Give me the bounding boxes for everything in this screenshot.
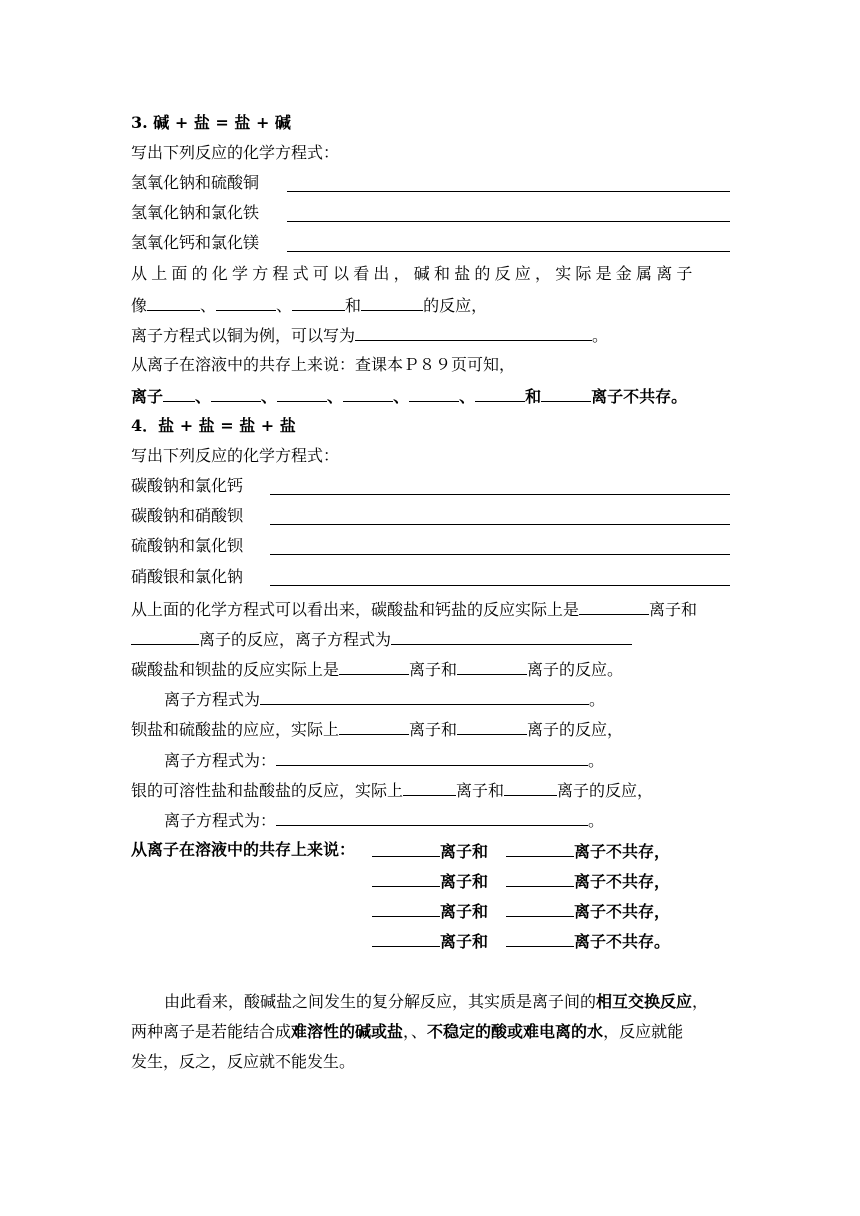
blank[interactable] bbox=[343, 383, 393, 402]
blank[interactable] bbox=[506, 928, 574, 947]
text: 银的可溶性盐和盐酸盐的反应，实际上 bbox=[131, 781, 404, 800]
text: 碳酸盐和钡盐的反应实际上是 bbox=[131, 660, 340, 679]
blank[interactable] bbox=[147, 292, 200, 311]
text: 、 bbox=[276, 296, 293, 315]
blank[interactable] bbox=[163, 383, 195, 402]
analysis-row bbox=[131, 716, 623, 740]
text: 离子方程式为： bbox=[164, 811, 277, 830]
text: 离子方程式为 bbox=[164, 690, 261, 709]
answer-line[interactable] bbox=[270, 553, 730, 555]
text: 离子的反应， bbox=[527, 720, 624, 739]
blank[interactable] bbox=[276, 807, 588, 826]
blank[interactable] bbox=[277, 383, 327, 402]
sep: 、 bbox=[327, 387, 344, 406]
text: 离子不共存， bbox=[574, 902, 671, 921]
blank[interactable] bbox=[260, 686, 589, 705]
ionic-row bbox=[164, 747, 604, 771]
text: 离子方程式为： bbox=[164, 751, 277, 770]
text: 离子和 bbox=[649, 600, 698, 619]
text: 由此看来，酸碱盐之间发生的复分解反应，其实质是离子间的 bbox=[164, 992, 597, 1011]
blank[interactable] bbox=[403, 777, 456, 796]
ionic-row bbox=[164, 686, 605, 710]
analysis-text: 从上面的化学方程式可以看出，碱和盐的反应，实际是金属离子 bbox=[131, 264, 697, 283]
text: 、 bbox=[200, 296, 217, 315]
text: 两种离子是若能结合成 bbox=[131, 1022, 292, 1041]
blank[interactable] bbox=[361, 292, 423, 311]
reaction-label: 硫酸钠和氯化钡 bbox=[131, 536, 244, 555]
text: 从上面的化学方程式可以看出来，碳酸盐和钙盐的反应实际上是 bbox=[131, 600, 580, 619]
text: 的反应， bbox=[423, 296, 488, 315]
blank[interactable] bbox=[457, 656, 527, 675]
text: 离子方程式以铜为例，可以写为 bbox=[131, 326, 356, 345]
text: 离子和 bbox=[440, 842, 489, 861]
blank[interactable] bbox=[506, 898, 574, 917]
text: 。 bbox=[589, 690, 606, 709]
reaction-label: 氢氧化钠和硫酸铜 bbox=[131, 173, 260, 192]
sep: 、 bbox=[459, 387, 476, 406]
blank[interactable] bbox=[457, 716, 527, 735]
reaction-label: 硝酸银和氯化钠 bbox=[131, 567, 244, 586]
blank[interactable] bbox=[372, 898, 440, 917]
text: 离子和 bbox=[409, 720, 458, 739]
section-3-prompt: 写出下列反应的化学方程式： bbox=[131, 143, 340, 162]
blank[interactable] bbox=[355, 322, 592, 341]
blank[interactable] bbox=[475, 383, 525, 402]
analysis-row bbox=[131, 656, 623, 680]
text: 离子和 bbox=[409, 660, 458, 679]
analysis-row bbox=[131, 626, 632, 650]
text: 离子的反应，离子方程式为 bbox=[199, 630, 392, 649]
text: ，、 bbox=[403, 1022, 428, 1041]
text: ，反应就能 bbox=[603, 1022, 684, 1041]
coexist-row bbox=[372, 838, 670, 862]
sep: 、 bbox=[393, 387, 410, 406]
answer-line[interactable] bbox=[270, 523, 730, 525]
reaction-label: 碳酸钠和硝酸钡 bbox=[131, 506, 244, 525]
ions-row bbox=[131, 383, 687, 407]
answer-line[interactable] bbox=[287, 220, 730, 222]
text: 离子不共存， bbox=[574, 842, 671, 861]
emphasis: 难溶性的碱或盐 bbox=[291, 1022, 404, 1041]
emphasis: 不稳定的酸或难电离的水 bbox=[427, 1022, 604, 1041]
section-4-heading: 4．盐 + 盐 = 盐 + 盐 bbox=[131, 416, 296, 435]
text: 和 bbox=[525, 387, 542, 406]
blank[interactable] bbox=[391, 626, 632, 645]
coexist-row bbox=[372, 928, 670, 952]
coexist-row bbox=[372, 868, 670, 892]
analysis-row bbox=[131, 596, 697, 620]
blank[interactable] bbox=[339, 656, 409, 675]
section-4-prompt: 写出下列反应的化学方程式： bbox=[131, 446, 340, 465]
blank[interactable] bbox=[506, 868, 574, 887]
answer-line[interactable] bbox=[270, 584, 730, 586]
blank[interactable] bbox=[276, 747, 588, 766]
text: 离子和 bbox=[440, 932, 489, 951]
reaction-label: 氢氧化钠和氯化铁 bbox=[131, 203, 260, 222]
ionic-equation-row bbox=[131, 322, 608, 346]
answer-line[interactable] bbox=[287, 250, 730, 252]
answer-line[interactable] bbox=[270, 493, 730, 495]
blank[interactable] bbox=[372, 868, 440, 887]
text: 离子不共存。 bbox=[591, 387, 688, 406]
analysis-blanks bbox=[131, 292, 487, 316]
analysis-row bbox=[131, 777, 653, 801]
coexist-lead: 从离子在溶液中的共存上来说： bbox=[131, 840, 356, 859]
blank[interactable] bbox=[541, 383, 591, 402]
text: 。 bbox=[588, 751, 605, 770]
text: 离子和 bbox=[440, 902, 489, 921]
text: 像 bbox=[131, 296, 148, 315]
blank[interactable] bbox=[216, 292, 276, 311]
text: 离子和 bbox=[440, 872, 489, 891]
blank[interactable] bbox=[506, 838, 574, 857]
text: 。 bbox=[588, 811, 605, 830]
blank[interactable] bbox=[409, 383, 459, 402]
conclusion-line-2 bbox=[131, 1020, 683, 1044]
text: ， bbox=[692, 992, 709, 1011]
blank[interactable] bbox=[131, 626, 199, 645]
blank[interactable] bbox=[579, 596, 649, 615]
reaction-label: 氢氧化钙和氯化镁 bbox=[131, 233, 260, 252]
blank[interactable] bbox=[339, 716, 409, 735]
ionic-row bbox=[164, 807, 604, 831]
text: 离子不共存。 bbox=[574, 932, 671, 951]
text: 离子 bbox=[131, 387, 164, 406]
text: 。 bbox=[592, 326, 609, 345]
blank[interactable] bbox=[504, 777, 557, 796]
blank[interactable] bbox=[372, 838, 440, 857]
coexist-row bbox=[372, 898, 670, 922]
blank[interactable] bbox=[292, 292, 345, 311]
conclusion-line-1 bbox=[164, 990, 708, 1014]
conclusion-line-3: 发生，反之，反应就不能发生。 bbox=[131, 1052, 356, 1071]
blank[interactable] bbox=[211, 383, 261, 402]
emphasis: 相互交换反应 bbox=[596, 992, 693, 1011]
sep: 、 bbox=[261, 387, 278, 406]
text: 和 bbox=[345, 296, 362, 315]
text: 离子和 bbox=[456, 781, 505, 800]
answer-line[interactable] bbox=[287, 190, 730, 192]
coexist-text: 从离子在溶液中的共存上来说：查课本Ｐ８９页可知， bbox=[131, 355, 516, 374]
blank[interactable] bbox=[372, 928, 440, 947]
section-3-heading: 3. 碱 + 盐 = 盐 + 碱 bbox=[131, 113, 291, 132]
text: 钡盐和硫酸盐的应应，实际上 bbox=[131, 720, 340, 739]
text: 离子不共存， bbox=[574, 872, 671, 891]
text: 离子的反应。 bbox=[527, 660, 624, 679]
text: 离子的反应， bbox=[557, 781, 654, 800]
sep: 、 bbox=[195, 387, 212, 406]
reaction-label: 碳酸钠和氯化钙 bbox=[131, 476, 244, 495]
